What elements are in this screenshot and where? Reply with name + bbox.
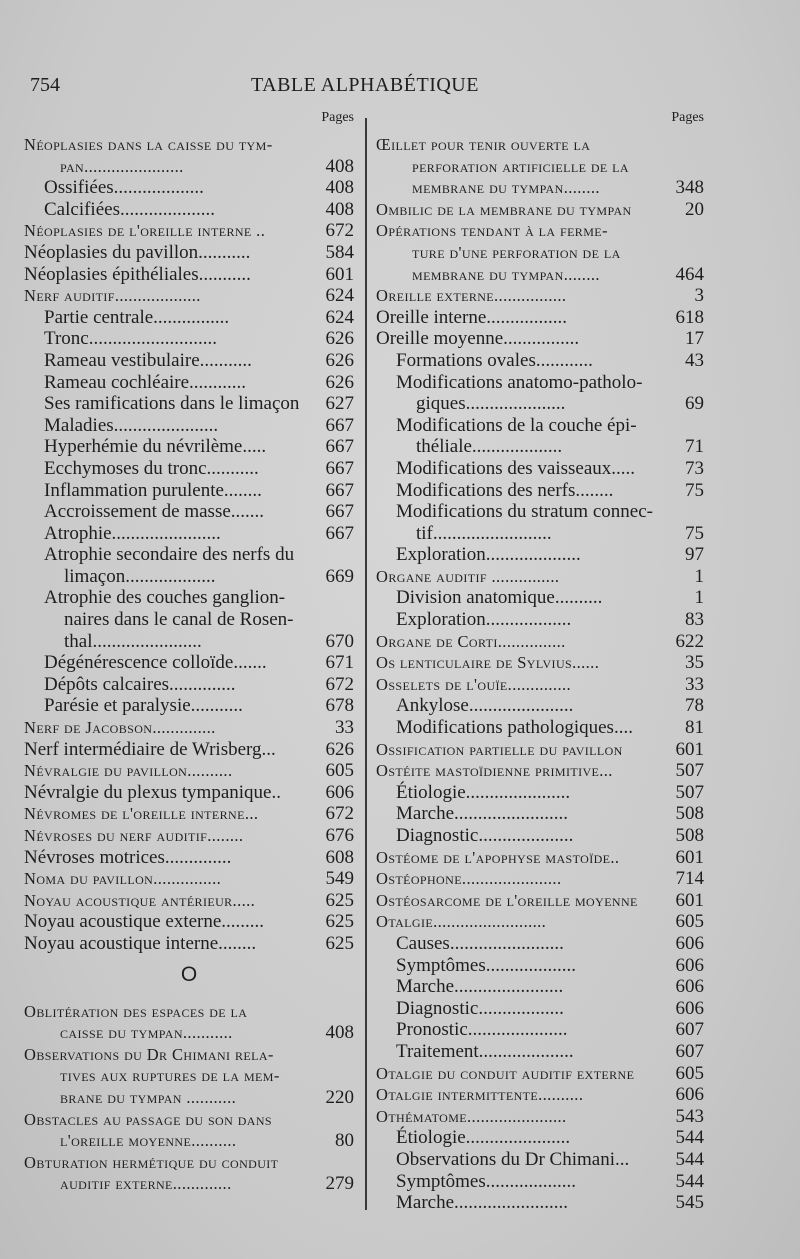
entry-page: 80: [335, 1130, 354, 1152]
entry-page: 625: [325, 932, 354, 954]
entry-text: Otalgie.........................: [376, 912, 547, 932]
right-column: [376, 110, 704, 1214]
entry-text: Nerf de Jacobson..............: [24, 718, 216, 738]
index-entry: [24, 1044, 354, 1066]
entry-text: Néoplasies dans la caisse du tym-: [24, 135, 273, 154]
entry-text: Ossification partielle du pavillon: [376, 739, 623, 759]
column-divider: [365, 118, 367, 1210]
entry-page: 667: [325, 457, 354, 479]
entry-text: tives aux ruptures de la mem-: [60, 1066, 280, 1086]
entry-page: 667: [325, 414, 354, 436]
entry-page: 543: [675, 1105, 704, 1127]
index-entry: [376, 782, 704, 804]
entry-page: 75: [685, 522, 704, 544]
index-entry: [376, 847, 704, 869]
index-entry: [376, 134, 704, 156]
index-entry: [376, 609, 704, 631]
index-entry: [24, 1022, 354, 1044]
index-entry: [376, 1019, 704, 1041]
index-entry: [24, 868, 354, 890]
index-entry: [376, 674, 704, 696]
index-entry: [24, 134, 354, 156]
entry-text: Marche........................: [396, 1192, 569, 1214]
entry-page: 508: [675, 803, 704, 825]
entry-page: 83: [685, 609, 704, 631]
entry-text: Causes........................: [396, 932, 564, 954]
pages-label-right: Pages: [671, 110, 704, 125]
entry-text: Accroissement de masse.......: [44, 501, 265, 523]
index-entry: [24, 566, 354, 588]
entry-text: membrane du tympan........: [412, 178, 600, 198]
entry-text: Os lenticulaire de Sylvius......: [376, 653, 600, 673]
entry-page: 669: [325, 565, 354, 587]
index-entry: [376, 199, 704, 221]
index-entry: [24, 177, 354, 199]
index-entry: [24, 717, 354, 739]
section-letter: O: [180, 962, 198, 986]
entry-page: 625: [325, 889, 354, 911]
entry-page: 1: [694, 587, 704, 609]
entry-page: 601: [675, 738, 704, 760]
entry-page: 601: [675, 846, 704, 868]
entry-text: Ostéophone......................: [376, 869, 562, 889]
entry-text: Exploration..................: [396, 609, 572, 631]
index-entry: [24, 782, 354, 804]
index-entry: [376, 480, 704, 502]
entry-text: Organe auditif ...............: [376, 566, 560, 586]
entry-text: Calcifiées....................: [44, 198, 215, 220]
entry-text: Partie centrale................: [44, 306, 230, 328]
entry-page: 678: [325, 695, 354, 717]
index-entry: [376, 890, 704, 912]
entry-text: Oreille moyenne................: [376, 328, 580, 350]
entry-text: Ostéite mastoïdienne primitive...: [376, 761, 613, 781]
entry-text: Inflammation purulente........: [44, 479, 262, 501]
index-entry: [376, 307, 704, 329]
entry-page: 601: [325, 263, 354, 285]
entry-page: 35: [685, 652, 704, 674]
entry-text: Diagnostic..................: [396, 997, 564, 1019]
entry-text: Modifications des vaisseaux.....: [396, 457, 636, 479]
index-entry: [376, 652, 704, 674]
index-entry: [24, 501, 354, 523]
entry-text: Maladies......................: [44, 414, 219, 436]
left-column: [24, 110, 354, 1195]
entry-page: 33: [335, 717, 354, 739]
entry-page: 507: [675, 781, 704, 803]
entry-text: pan......................: [60, 156, 184, 176]
entry-text: Osselets de l'ouïe..............: [376, 674, 572, 694]
entry-page: 605: [325, 760, 354, 782]
entry-text: Exploration....................: [396, 544, 581, 566]
entry-page: 606: [675, 954, 704, 976]
entry-page: 671: [325, 652, 354, 674]
index-entry: [376, 1084, 704, 1106]
entry-text: Névralgie du pavillon..........: [24, 761, 233, 781]
index-entry: [376, 1041, 704, 1063]
index-entry: [24, 350, 354, 372]
index-entry: [24, 674, 354, 696]
entry-text: perforation artificielle de la: [412, 156, 629, 176]
index-entry: [24, 156, 354, 178]
entry-page: 71: [685, 436, 704, 458]
entry-text: théliale...................: [416, 436, 563, 458]
entry-text: Opérations tendant à la ferme-: [376, 221, 608, 241]
entry-page: 625: [325, 911, 354, 933]
index-entry: [376, 1192, 704, 1214]
entry-text: Symptômes...................: [396, 954, 576, 976]
index-entry: [376, 976, 704, 998]
entry-page: 544: [675, 1170, 704, 1192]
index-entry: [376, 328, 704, 350]
entry-text: Étiologie......................: [396, 1127, 571, 1149]
entry-page: 33: [685, 673, 704, 695]
entry-text: Rameau vestibulaire...........: [44, 349, 252, 371]
entry-text: Observations du Dr Chimani rela-: [24, 1044, 274, 1064]
index-entry: [376, 285, 704, 307]
entry-text: Pronostic.....................: [396, 1019, 568, 1041]
entry-text: Nerf intermédiaire de Wrisberg...: [24, 738, 276, 760]
index-entry: [24, 609, 354, 631]
entry-text: Formations ovales............: [396, 349, 593, 371]
entry-text: Dégénérescence colloïde.......: [44, 652, 267, 674]
entry-page: 624: [325, 306, 354, 328]
index-entry: [24, 760, 354, 782]
entry-page: 626: [325, 328, 354, 350]
entry-page: 279: [325, 1173, 354, 1195]
entry-text: Oreille interne.................: [376, 306, 568, 328]
entry-page: 408: [325, 155, 354, 177]
entry-text: Ses ramifications dans le limaçon: [44, 393, 300, 415]
entry-text: Ombilic de la membrane du tympan: [376, 199, 632, 219]
entry-page: 408: [325, 1022, 354, 1044]
index-entry: [24, 803, 354, 825]
index-entry: [24, 285, 354, 307]
entry-text: Modifications du stratum connec-: [396, 501, 653, 523]
index-entry: [376, 825, 704, 847]
entry-page: 69: [685, 393, 704, 415]
entry-page: 624: [325, 285, 354, 307]
index-entry: [376, 631, 704, 653]
entry-text: Noyau acoustique antérieur.....: [24, 890, 256, 910]
entry-page: 97: [685, 544, 704, 566]
entry-text: Noyau acoustique externe.........: [24, 911, 265, 933]
entry-text: Atrophie secondaire des nerfs du: [44, 544, 295, 566]
entry-page: 220: [325, 1086, 354, 1108]
index-entry: [376, 911, 704, 933]
index-entry: [376, 868, 704, 890]
entry-text: Ecchymoses du tronc...........: [44, 457, 259, 479]
page-header: [0, 74, 800, 104]
left-entry-list: [24, 134, 354, 955]
entry-page: 544: [675, 1127, 704, 1149]
entry-page: 3: [694, 285, 704, 307]
entry-text: Atrophie des couches ganglion-: [44, 587, 286, 609]
entry-text: Nerf auditif...................: [24, 286, 201, 306]
index-entry: [24, 1001, 354, 1023]
entry-text: Division anatomique..........: [396, 587, 603, 609]
entry-page: 348: [675, 177, 704, 199]
entry-text: Marche........................: [396, 803, 569, 825]
index-entry: [24, 1065, 354, 1087]
index-entry: [376, 523, 704, 545]
entry-page: 408: [325, 177, 354, 199]
index-entry: [376, 566, 704, 588]
entry-page: 545: [675, 1192, 704, 1214]
entry-text: Observations du Dr Chimani...: [396, 1148, 630, 1170]
index-entry: [376, 760, 704, 782]
entry-text: Névroses motrices..............: [24, 846, 232, 868]
index-entry: [376, 436, 704, 458]
entry-page: 17: [685, 328, 704, 350]
index-entry: [376, 264, 704, 286]
entry-page: 618: [675, 306, 704, 328]
entry-text: tif.........................: [416, 522, 552, 544]
entry-page: 20: [685, 198, 704, 220]
entry-text: Ossifiées...................: [44, 177, 204, 199]
entry-page: 601: [675, 889, 704, 911]
entry-text: Tronc...........................: [44, 328, 217, 350]
index-entry: [24, 890, 354, 912]
entry-text: Névromes de l'oreille interne...: [24, 804, 259, 824]
entry-page: 605: [675, 1062, 704, 1084]
entry-text: Modifications pathologiques....: [396, 717, 633, 739]
entry-page: 507: [675, 760, 704, 782]
entry-page: 714: [675, 868, 704, 890]
entry-page: 78: [685, 695, 704, 717]
entry-page: 672: [325, 803, 354, 825]
index-entry: [376, 350, 704, 372]
entry-text: Ostéome de l'apophyse mastoïde..: [376, 847, 620, 867]
index-entry: [376, 501, 704, 523]
entry-text: Othématome......................: [376, 1106, 567, 1126]
index-entry: [376, 393, 704, 415]
entry-text: Obstacles au passage du son dans: [24, 1109, 272, 1129]
entry-text: Noyau acoustique interne........: [24, 932, 257, 954]
index-entry: [376, 220, 704, 242]
entry-page: 606: [325, 781, 354, 803]
entry-text: Modifications des nerfs........: [396, 479, 614, 501]
index-entry: [376, 1171, 704, 1193]
index-entry: [376, 717, 704, 739]
entry-page: 672: [325, 220, 354, 242]
index-entry: [376, 695, 704, 717]
index-entry: [24, 480, 354, 502]
entry-text: Rameau cochléaire............: [44, 371, 247, 393]
index-entry: [24, 631, 354, 653]
entry-text: Œillet pour tenir ouverte la: [376, 135, 591, 154]
index-entry: [376, 1063, 704, 1085]
entry-text: Étiologie......................: [396, 781, 571, 803]
entry-text: membrane du tympan........: [412, 264, 600, 284]
entry-page: 607: [675, 1040, 704, 1062]
entry-page: 508: [675, 825, 704, 846]
entry-text: Noma du pavillon...............: [24, 869, 222, 889]
entry-text: Parésie et paralysie...........: [44, 695, 243, 717]
entry-page: 667: [325, 436, 354, 458]
index-entry: [24, 1152, 354, 1174]
entry-text: brane du tympan ...........: [60, 1087, 237, 1107]
index-entry: [24, 1087, 354, 1109]
index-entry: [24, 199, 354, 221]
entry-page: 626: [325, 371, 354, 393]
entry-page: 605: [675, 911, 704, 933]
index-entry: [376, 998, 704, 1020]
index-entry: [24, 523, 354, 545]
index-entry: [376, 372, 704, 394]
entry-page: 606: [675, 997, 704, 1019]
index-entry: [24, 458, 354, 480]
entry-text: thal.......................: [64, 630, 202, 652]
entry-text: Néoplasies de l'oreille interne ..: [24, 221, 266, 241]
index-entry: [24, 587, 354, 609]
entry-page: 670: [325, 630, 354, 652]
index-entry: [376, 803, 704, 825]
entry-text: Dépôts calcaires..............: [44, 673, 236, 695]
index-entry: [376, 242, 704, 264]
entry-page: 606: [675, 976, 704, 998]
index-entry: [24, 652, 354, 674]
entry-text: Ostéosarcome de l'oreille moyenne: [376, 890, 638, 910]
entry-text: Névroses du nerf auditif........: [24, 826, 244, 845]
entry-page: 622: [675, 630, 704, 652]
entry-page: 1: [694, 565, 704, 587]
entry-page: 43: [685, 349, 704, 371]
index-entry: [24, 328, 354, 350]
entry-page: 607: [675, 1019, 704, 1041]
entry-page: 608: [325, 846, 354, 868]
index-entry: [24, 933, 354, 955]
entry-page: 627: [325, 393, 354, 415]
entry-text: Obturation hermétique du conduit: [24, 1152, 279, 1172]
entry-text: Hyperhémie du névrilème.....: [44, 436, 267, 458]
index-entry: [24, 1130, 354, 1152]
entry-page: 464: [675, 263, 704, 285]
pages-label-left: Pages: [321, 110, 354, 125]
entry-page: 549: [325, 868, 354, 890]
index-entry: [376, 544, 704, 566]
index-entry: [24, 1173, 354, 1195]
entry-page: 667: [325, 479, 354, 501]
entry-text: Névralgie du plexus tympanique..: [24, 781, 281, 803]
index-entry: [24, 220, 354, 242]
entry-page: 667: [325, 501, 354, 523]
entry-text: caisse du tympan...........: [60, 1023, 233, 1043]
entry-page: 676: [325, 825, 354, 846]
index-entry: [24, 307, 354, 329]
entry-text: Ankylose......................: [396, 695, 574, 717]
entry-text: Néoplasies du pavillon...........: [24, 241, 251, 263]
entry-text: Atrophie.......................: [44, 522, 221, 544]
entry-text: limaçon...................: [64, 565, 216, 587]
entry-text: naires dans le canal de Rosen-: [64, 609, 294, 631]
index-entry: [24, 1109, 354, 1131]
index-entry: [376, 1106, 704, 1128]
entry-text: Organe de Corti...............: [376, 631, 566, 651]
index-entry: [376, 415, 704, 437]
entry-page: 672: [325, 673, 354, 695]
entry-page: 544: [675, 1148, 704, 1170]
entry-text: Symptômes...................: [396, 1170, 576, 1192]
entry-text: Oreille externe................: [376, 286, 567, 306]
index-entry: [376, 955, 704, 977]
index-entry: [24, 825, 354, 847]
entry-text: Otalgie intermittente..........: [376, 1085, 584, 1105]
entry-text: Oblitération des espaces de la: [24, 1001, 248, 1021]
entry-page: 667: [325, 522, 354, 544]
entry-page: 75: [685, 479, 704, 501]
entry-page: 626: [325, 738, 354, 760]
index-entry: [376, 177, 704, 199]
entry-text: Marche.......................: [396, 976, 564, 998]
entry-text: auditif externe.............: [60, 1174, 232, 1194]
index-entry: [376, 587, 704, 609]
index-entry: [24, 695, 354, 717]
entry-text: giques.....................: [416, 393, 566, 415]
entry-page: 606: [675, 932, 704, 954]
entry-text: Modifications anatomo-patholo-: [396, 371, 643, 393]
index-entry: [24, 264, 354, 286]
entry-text: Diagnostic....................: [396, 825, 574, 846]
entry-page: 584: [325, 241, 354, 263]
index-entry: [24, 911, 354, 933]
running-title: TABLE ALPHABÉTIQUE: [251, 74, 479, 96]
index-entry: [24, 847, 354, 869]
entry-text: Néoplasies épithéliales...........: [24, 263, 251, 285]
right-entry-list: [376, 134, 704, 1214]
index-entry: [376, 1127, 704, 1149]
index-entry: [376, 739, 704, 761]
index-entry: [24, 544, 354, 566]
index-entry: [376, 933, 704, 955]
index-entry: [24, 415, 354, 437]
entry-page: 606: [675, 1084, 704, 1106]
entry-page: 81: [685, 717, 704, 739]
index-entry: [24, 739, 354, 761]
entry-text: ture d'une perforation de la: [412, 242, 621, 262]
entry-page: 626: [325, 349, 354, 371]
index-entry: [24, 242, 354, 264]
index-entry: [376, 156, 704, 178]
page-number: 754: [30, 74, 60, 96]
index-entry: [376, 458, 704, 480]
index-entry: [376, 1149, 704, 1171]
entry-text: l'oreille moyenne..........: [60, 1131, 237, 1151]
index-entry: [24, 436, 354, 458]
index-entry: [24, 372, 354, 394]
entry-text: Traitement....................: [396, 1040, 574, 1062]
entry-page: 73: [685, 457, 704, 479]
entry-text: Modifications de la couche épi-: [396, 414, 637, 436]
index-entry: [24, 393, 354, 415]
entry-text: Otalgie du conduit auditif externe: [376, 1063, 635, 1083]
left-entry-list-o: [24, 1001, 354, 1195]
entry-page: 408: [325, 198, 354, 220]
